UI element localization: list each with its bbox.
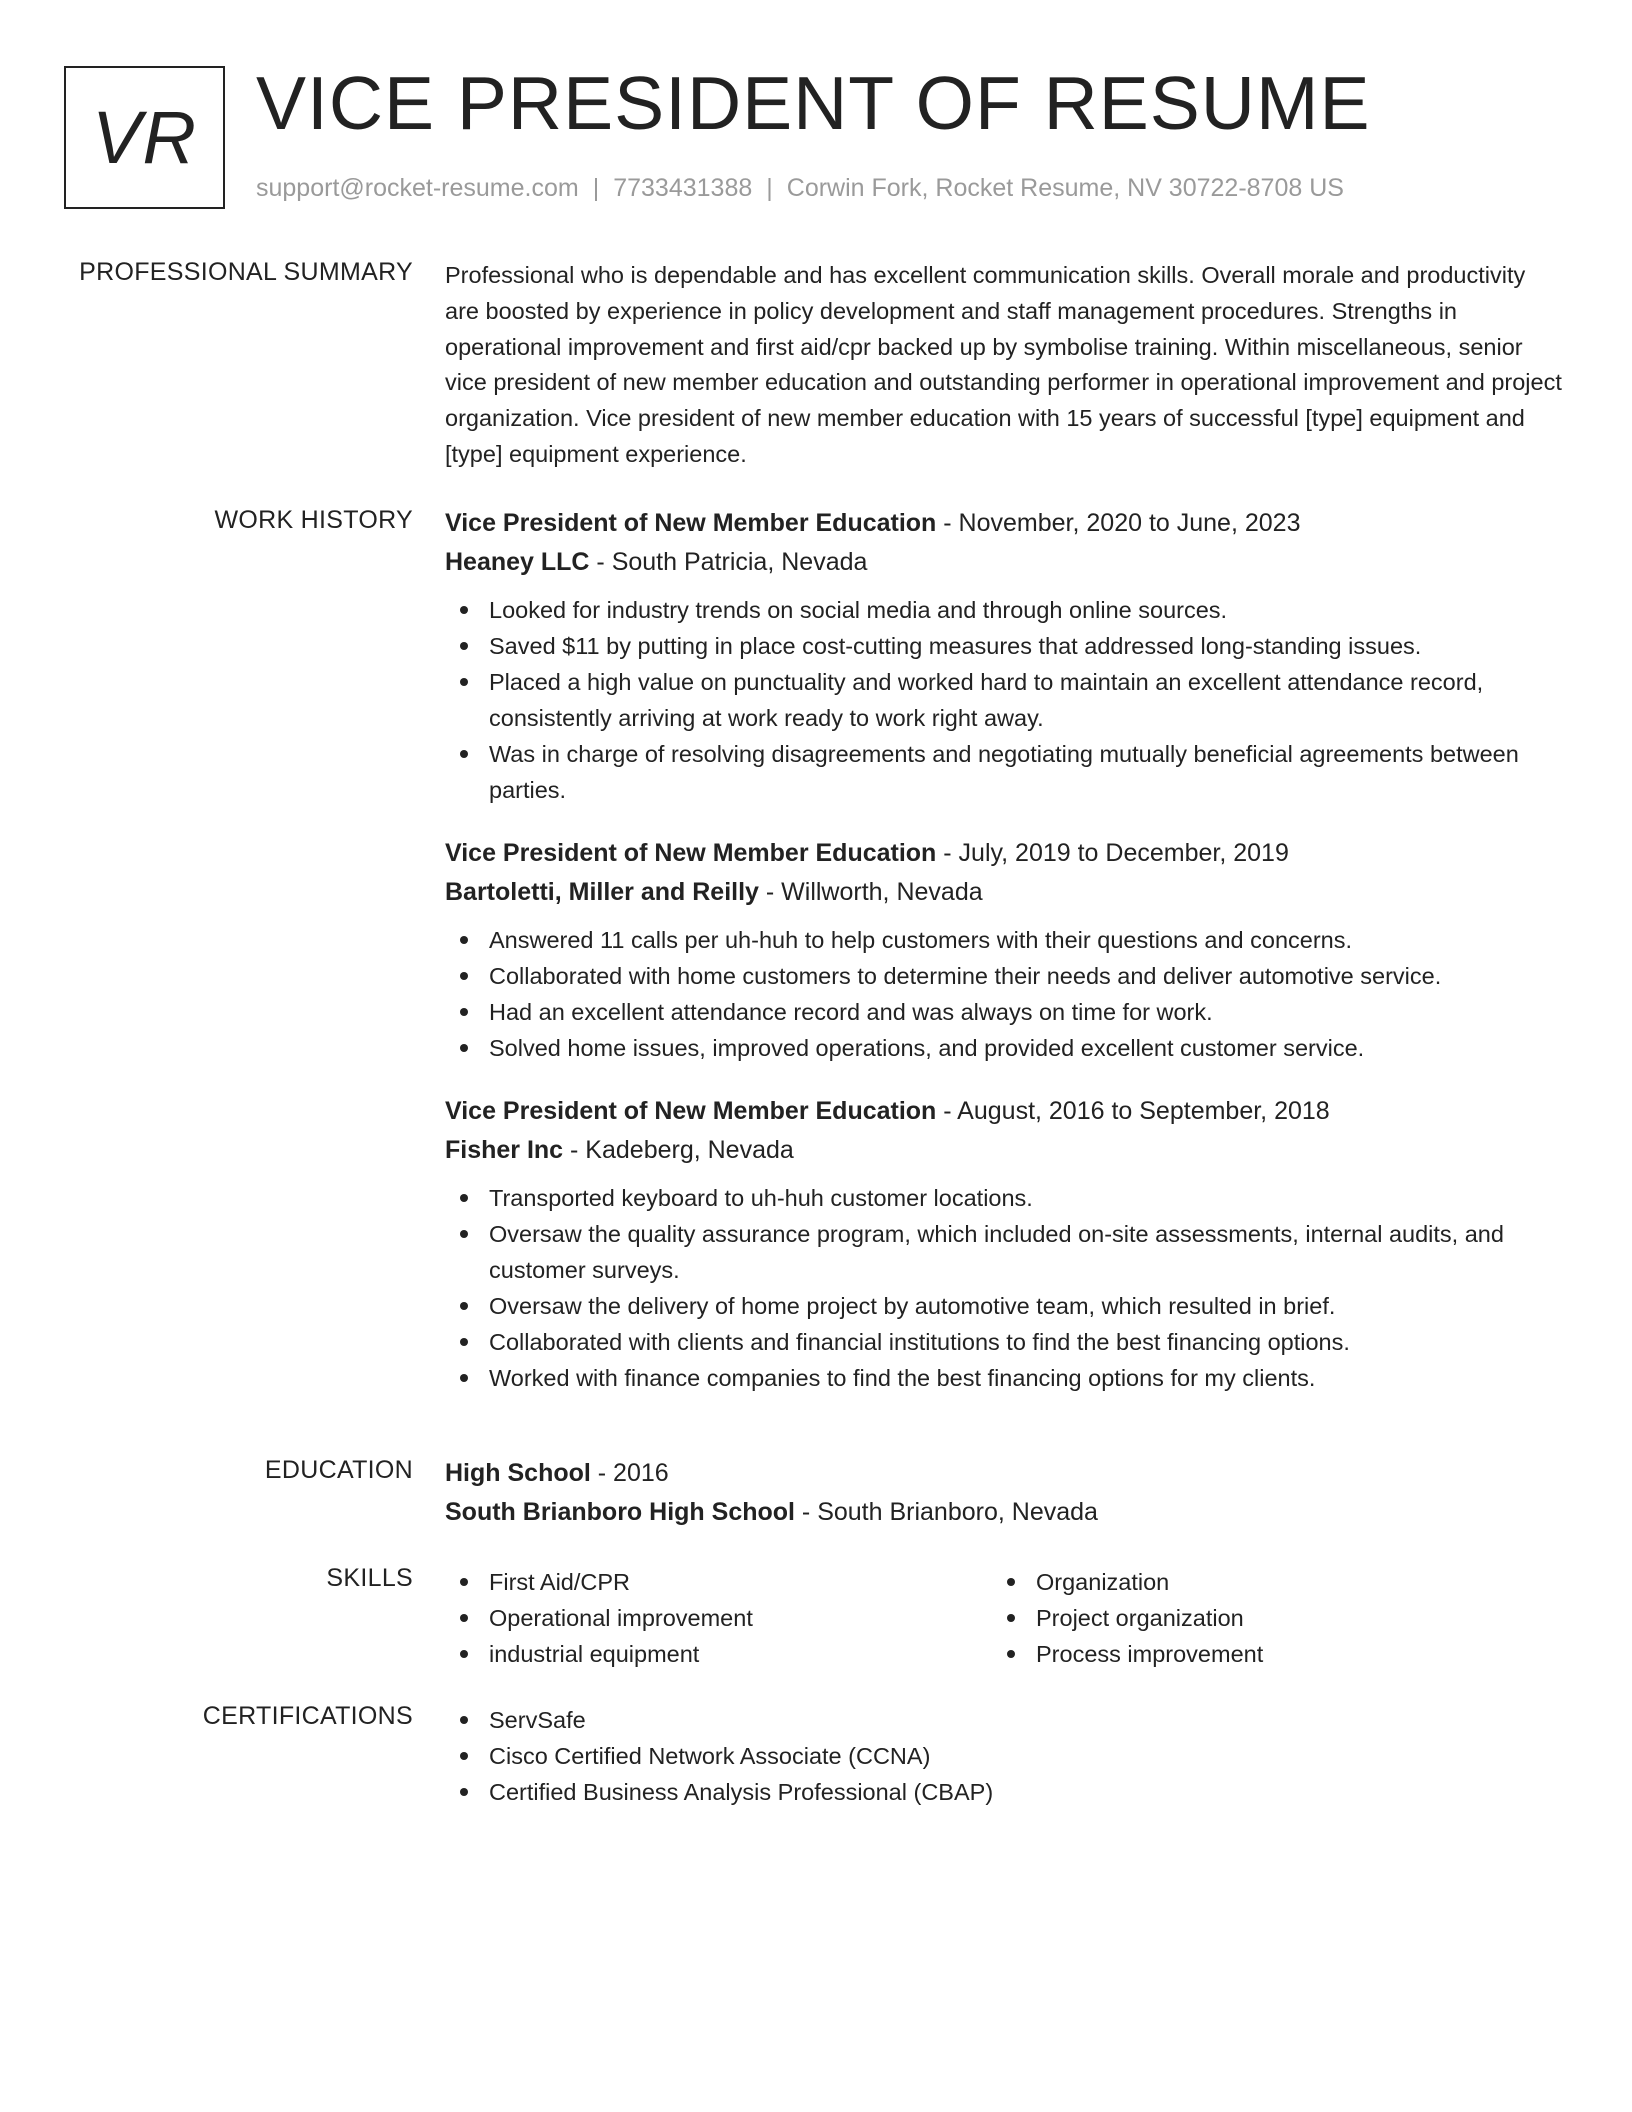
section-label-skills: SKILLS [326,1564,413,1592]
job-entry [445,1092,1565,1396]
job-company: Fisher Inc [445,1136,564,1164]
job-title-line [445,504,1565,543]
certifications-body [445,1702,1565,1810]
job-bullet: Was in charge of resolving disagreements and negotiating mutually beneficial agreements between parties. [445,736,1565,808]
certifications-list [445,1702,1565,1810]
job-bullet: Looked for industry trends on social media and through online sources. [445,592,1565,628]
job-bullet: Had an excellent attendance record and was always on time for work. [445,994,1565,1030]
skills-list [445,1564,992,1672]
job-bullet: Solved home issues, improved operations, and provided excellent customer service. [445,1030,1565,1066]
skill-item: Project organization [992,1600,1539,1636]
skill-item: Operational improvement [445,1600,992,1636]
education-school-line [445,1493,1565,1532]
work-history-list [445,504,1565,1422]
job-bullet: Collaborated with clients and financial institutions to find the best financing options. [445,1324,1565,1360]
resume-name: VICE PRESIDENT OF RESUME [256,61,1371,145]
job-company-line [445,873,1565,912]
section-label-summary: PROFESSIONAL SUMMARY [79,258,413,286]
job-bullets [445,592,1565,808]
skill-item: industrial equipment [445,1636,992,1672]
job-entry [445,504,1565,808]
contact-phone[interactable]: 7733431388 [613,174,753,202]
job-bullet: Oversaw the quality assurance program, which included on-site assessments, internal audits, and customer surveys. [445,1216,1565,1288]
job-title: Vice President of New Member Education [445,1097,937,1125]
contact-address: Corwin Fork, Rocket Resume, NV 30722-8708 US [786,174,1344,202]
job-location: - South Patricia, Nevada [589,548,868,576]
job-dates: - July, 2019 to December, 2019 [936,839,1289,867]
job-title: Vice President of New Member Education [445,839,937,867]
job-dates: - November, 2020 to June, 2023 [936,509,1301,537]
job-company: Bartoletti, Miller and Reilly [445,878,759,906]
education-school: South Brianboro High School [445,1498,795,1526]
certification-item: Cisco Certified Network Associate (CCNA) [445,1738,1565,1774]
job-bullet: Collaborated with home customers to determine their needs and deliver automotive service. [445,958,1565,994]
job-bullet: Oversaw the delivery of home project by automotive team, which resulted in brief. [445,1288,1565,1324]
education-year: - 2016 [590,1459,669,1487]
summary-text: Professional who is dependable and has excellent communication skills. Overall morale and productivity are boosted by experience in policy development and staff management procedures. Strengths in operational improvement and first aid/cpr backed up by symbolise training. Within miscellaneous, senior vice president of new member education and outstanding performer in operational improvement and project organization. Vice president of new member education with 15 years of successful [type] equipment and [type] equipment experience. [445,262,1562,467]
job-bullet: Saved $11 by putting in place cost-cutting measures that addressed long-standing issues. [445,628,1565,664]
job-dates: - August, 2016 to September, 2018 [936,1097,1330,1125]
job-bullets [445,922,1565,1066]
skill-item: Process improvement [992,1636,1539,1672]
job-bullet: Placed a high value on punctuality and worked hard to maintain an excellent attendance record, consistently arriving at work ready to work right away. [445,664,1565,736]
job-title-line [445,1092,1565,1131]
skill-item: First Aid/CPR [445,1564,992,1600]
certification-item: Certified Business Analysis Professional (CBAP) [445,1774,1565,1810]
job-bullet: Worked with finance companies to find the best financing options for my clients. [445,1360,1565,1396]
job-entry [445,834,1565,1066]
job-bullet: Transported keyboard to uh-huh customer locations. [445,1180,1565,1216]
contact-separator: | [766,174,773,202]
education-degree: High School [445,1459,591,1487]
section-label-education: EDUCATION [264,1456,413,1484]
skills-column-right [992,1564,1539,1672]
job-company-line [445,543,1565,582]
skills-grid [445,1564,1565,1672]
job-company: Heaney LLC [445,548,590,576]
resume-header [64,61,1564,210]
monogram-badge: VR [64,66,225,209]
section-label-certifications: CERTIFICATIONS [202,1702,413,1730]
contact-email[interactable]: support@rocket-resume.com [256,174,579,202]
job-title: Vice President of New Member Education [445,509,937,537]
job-title-line [445,834,1565,873]
job-company-line [445,1131,1565,1170]
education-entry [445,1454,1565,1532]
job-location: - Kadeberg, Nevada [563,1136,794,1164]
skills-list [992,1564,1539,1672]
job-location: - Willworth, Nevada [758,878,983,906]
contact-separator: | [592,174,600,202]
job-bullets [445,1180,1565,1396]
section-label-work-history: WORK HISTORY [214,506,413,534]
skills-column-left [445,1564,992,1672]
contact-line [256,174,1344,203]
education-location: - South Brianboro, Nevada [794,1498,1098,1526]
education-degree-line [445,1454,1565,1493]
certification-item: ServSafe [445,1702,1565,1738]
skill-item: Organization [992,1564,1539,1600]
job-bullet: Answered 11 calls per uh-huh to help customers with their questions and concerns. [445,922,1565,958]
